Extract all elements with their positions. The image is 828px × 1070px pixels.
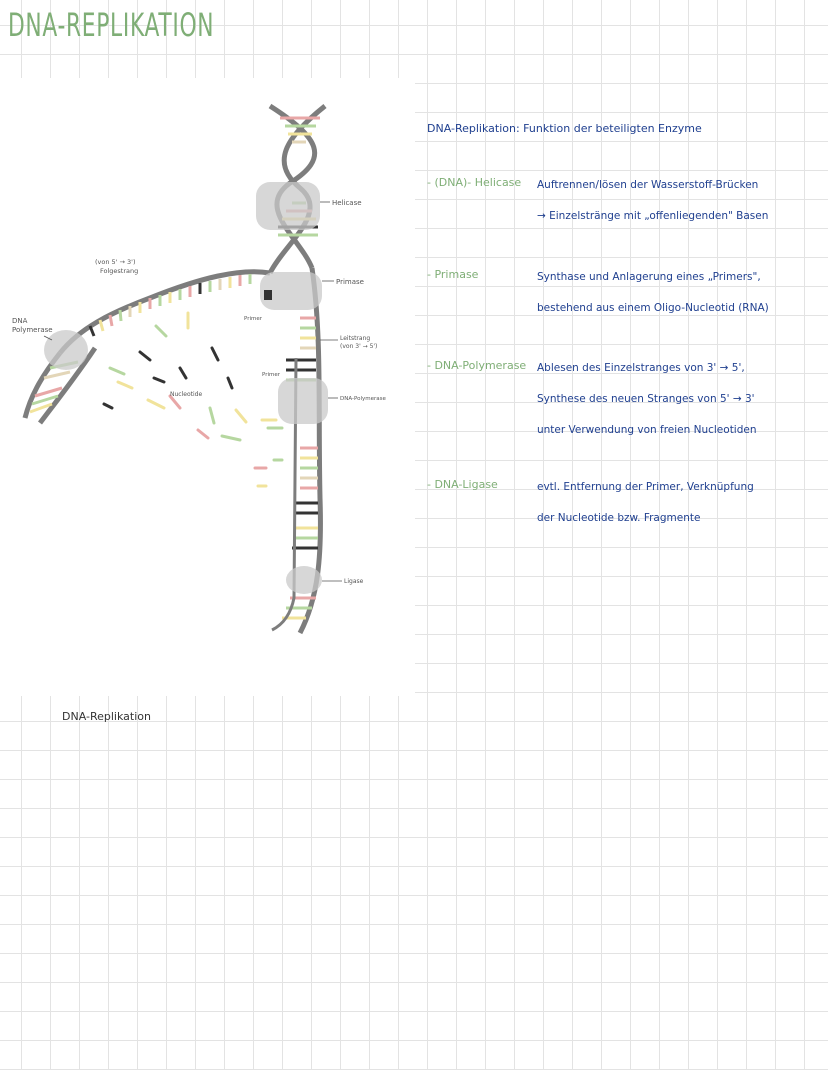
label-nucleotide: Nucleotide [170, 391, 203, 398]
ligase-enzyme [286, 566, 322, 594]
description-line: unter Verwendung von freien Nucleotiden [537, 424, 757, 436]
description-line: evtl. Entfernung der Primer, Verknüpfung [537, 481, 754, 493]
free-nucleotides [104, 313, 282, 486]
label-leitstrang-2: (von 3' → 5') [340, 343, 378, 350]
notes-heading: DNA-Replikation: Funktion der beteiligten Enzyme [427, 122, 702, 135]
enzyme-description [537, 472, 822, 534]
lagging-strand-bases [90, 274, 250, 336]
label-primer-top: Primer [244, 316, 263, 322]
label-folgestrang-2: Folgestrang [100, 267, 139, 275]
dna-replication-diagram [0, 78, 415, 696]
description-line: der Nucleotide bzw. Fragmente [537, 512, 701, 524]
description-line: Synthese des neuen Stranges von 5' → 3' [537, 393, 755, 405]
description-line: Ablesen des Einzelstranges von 3' → 5', [537, 362, 745, 374]
enzyme-term: - (DNA)- Helicase [427, 176, 522, 189]
label-helicase: Helicase [332, 199, 362, 207]
dna-polymerase-right-enzyme [278, 378, 328, 424]
enzyme-description [537, 262, 822, 324]
label-dna-polymerase-left-2: Polymerase [12, 326, 53, 334]
enzyme-term: - DNA-Ligase [427, 478, 498, 491]
dna-replication-figure [0, 78, 415, 723]
enzyme-description [537, 353, 822, 446]
label-leitstrang-1: Leitstrang [340, 335, 371, 342]
helicase-enzyme [256, 182, 320, 230]
label-dna-polymerase-left-1: DNA [12, 317, 28, 325]
description-line: Synthase und Anlagerung eines „Primers", [537, 271, 761, 283]
description-line: bestehend aus einem Oligo-Nucleotid (RNA) [537, 302, 769, 314]
enzyme-description [537, 170, 822, 232]
enzyme-term: - DNA-Polymerase [427, 359, 527, 372]
label-ligase: Ligase [344, 578, 364, 585]
figure-caption: DNA-Replikation [62, 710, 151, 723]
label-folgestrang-1: (von 5' → 3') [95, 258, 136, 266]
description-line: → Einzelstränge mit „offenliegenden" Basen [537, 210, 769, 222]
enzyme-term: - Primase [427, 268, 479, 281]
label-primase: Primase [336, 278, 364, 286]
description-line: Auftrennen/lösen der Wasserstoff-Brücken [537, 179, 759, 191]
dna-polymerase-left-enzyme [44, 330, 88, 370]
label-dna-polymerase-right: DNA-Polymerase [340, 396, 386, 402]
page-title: DNA-REPLIKATION [8, 6, 215, 44]
label-primer-mid: Primer [262, 372, 281, 378]
